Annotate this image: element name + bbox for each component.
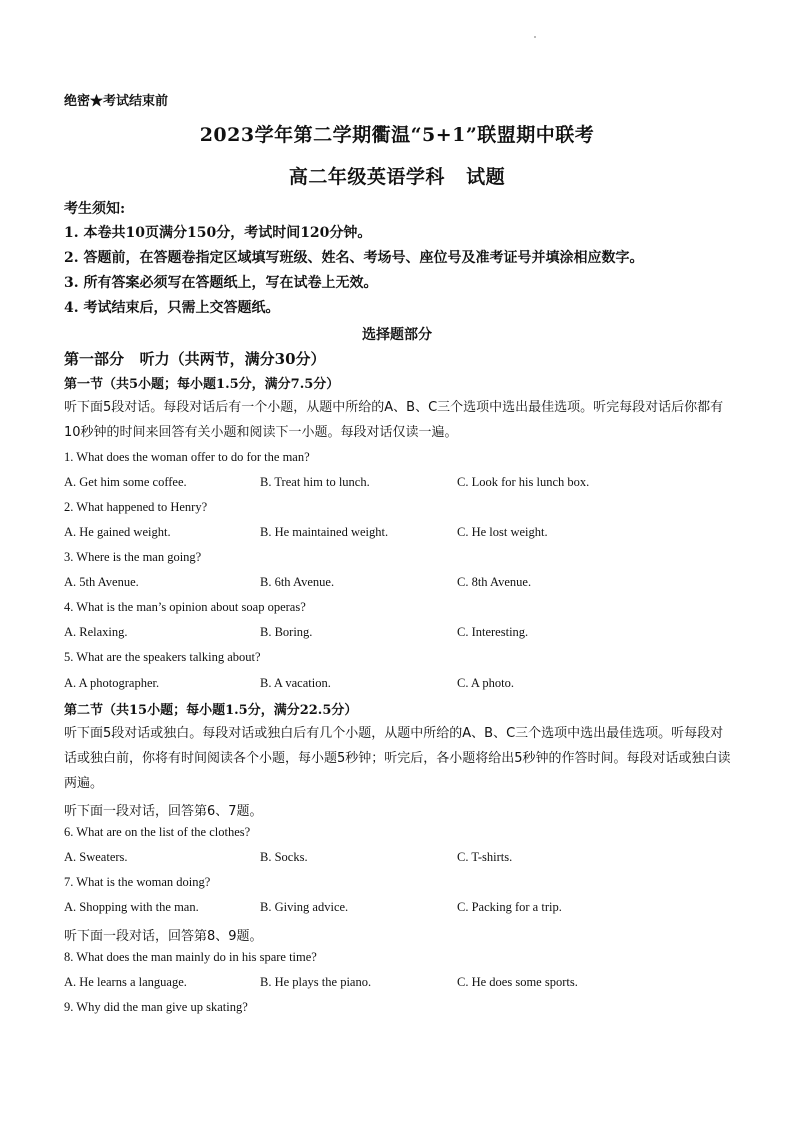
option-b: B. A vacation. — [260, 676, 331, 690]
notice-item: 2. 答题前，在答题卷指定区域填写班级、姓名、考场号、座位号及准考证号并填涂相应数字。 — [64, 250, 644, 266]
section1-instructions: 听下面5段对话。每段对话后有一个小题，从题中所给的A、B、C三个选项中选出最佳选项。听完每段对话后你都有10秒钟的时间来回答有关小题和阅读下一小题。每段对话仅读一遍。 — [64, 400, 724, 440]
option-b: B. He maintained weight. — [260, 525, 389, 539]
option-b: B. 6th Avenue. — [260, 575, 335, 589]
question-2: 2. What happened to Henry? — [64, 500, 208, 514]
question-8: 8. What does the man mainly do in his spare time? — [64, 950, 317, 964]
option-c: C. He lost weight. — [457, 525, 548, 539]
part-label: 选择题部分 — [362, 327, 432, 343]
option-b: B. He plays the piano. — [260, 975, 372, 989]
option-c: C. Interesting. — [457, 625, 529, 639]
question-6: 6. What are on the list of the clothes? — [64, 825, 251, 839]
option-a: A. He learns a language. — [64, 975, 187, 989]
notice-item: 1. 本卷共10页满分150分，考试时间120分钟。 — [64, 225, 372, 241]
option-a: A. Sweaters. — [64, 850, 128, 864]
option-c: C. T-shirts. — [457, 850, 513, 864]
part1-title: 第一部分 听力（共两节，满分30分） — [64, 350, 326, 368]
option-a: A. Get him some coffee. — [64, 475, 187, 489]
option-b: B. Boring. — [260, 625, 313, 639]
option-b: B. Treat him to lunch. — [260, 475, 370, 489]
exam-title: 2023学年第二学期衢温“5+1”联盟期中联考 — [199, 124, 595, 146]
question-9: 9. Why did the man give up skating? — [64, 1000, 248, 1014]
question-7: 7. What is the woman doing? — [64, 875, 211, 889]
scan-speck — [534, 36, 536, 38]
question-5: 5. What are the speakers talking about? — [64, 650, 261, 664]
option-c: C. He does some sports. — [457, 975, 578, 989]
confidential-label: 绝密★考试结束前 — [64, 94, 169, 109]
option-a: A. He gained weight. — [64, 525, 171, 539]
option-b: B. Socks. — [260, 850, 308, 864]
option-b: B. Giving advice. — [260, 900, 349, 914]
question-4: 4. What is the man’s opinion about soap operas? — [64, 600, 306, 614]
option-c: C. Packing for a trip. — [457, 900, 562, 914]
option-a: A. 5th Avenue. — [64, 575, 139, 589]
option-c: C. Look for his lunch box. — [457, 475, 590, 489]
question-3: 3. Where is the man going? — [64, 550, 202, 564]
option-a: A. Relaxing. — [64, 625, 128, 639]
notice-heading: 考生须知: — [64, 201, 126, 217]
question-1: 1. What does the woman offer to do for the man? — [64, 450, 310, 464]
group-label: 听下面一段对话，回答第6、7题。 — [64, 804, 263, 819]
notice-item: 4. 考试结束后，只需上交答题纸。 — [64, 300, 280, 316]
group-label: 听下面一段对话，回答第8、9题。 — [64, 929, 263, 944]
section2-instructions: 听下面5段对话或独白。每段对话或独白后有几个小题，从题中所给的A、B、C三个选项中选出最佳选项。听每段对话或独白前，你将有时间阅读各个小题，每小题5秒钟；听完后，各小题将给出5秒钟的作答时间。每段对话或独白读两遍。 — [64, 726, 731, 791]
section2-title: 第二节（共15小题；每小题1.5分，满分22.5分） — [64, 703, 358, 718]
option-c: C. 8th Avenue. — [457, 575, 532, 589]
option-a: A. Shopping with the man. — [64, 900, 199, 914]
option-c: C. A photo. — [457, 676, 514, 690]
section1-title: 第一节（共5小题；每小题1.5分，满分7.5分） — [64, 377, 340, 392]
exam-subtitle: 高二年级英语学科 试题 — [288, 166, 506, 188]
notice-item: 3. 所有答案必须写在答题纸上，写在试卷上无效。 — [64, 275, 378, 291]
option-a: A. A photographer. — [64, 676, 160, 690]
